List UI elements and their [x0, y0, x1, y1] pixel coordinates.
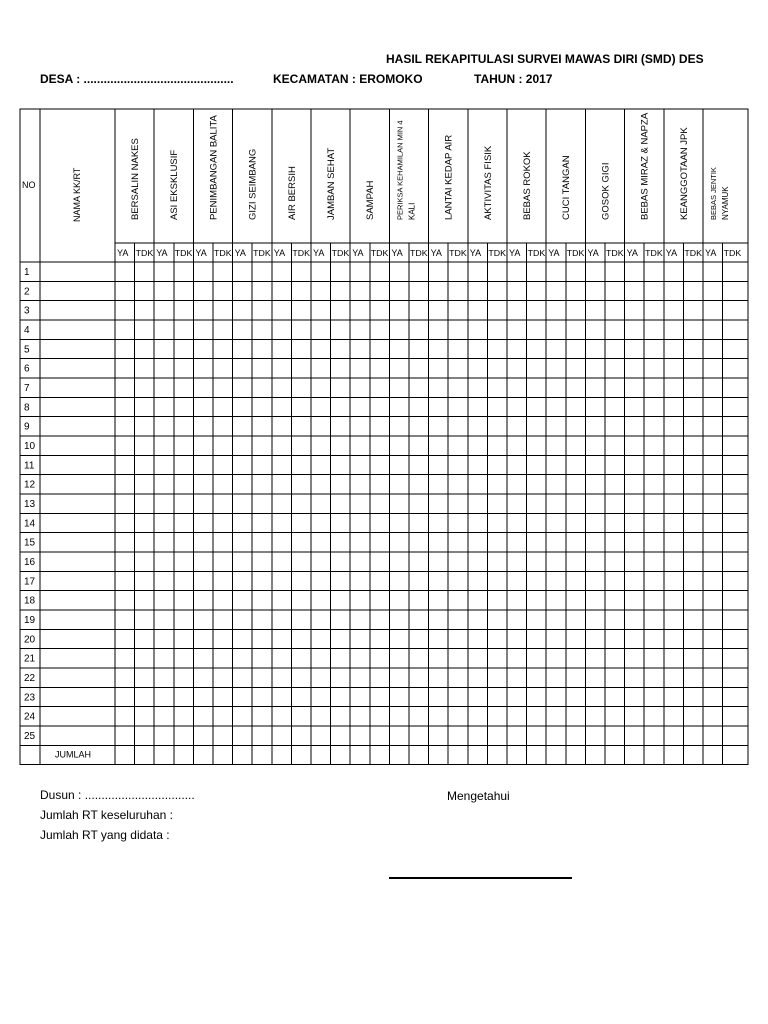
ya-subheader: YA [548, 248, 560, 258]
indicator-header-label: SAMPAH [365, 180, 377, 220]
row-number: 23 [24, 692, 36, 704]
row-number: 10 [24, 440, 36, 452]
jumlah-rt-didata-field: Jumlah RT yang didata : [40, 828, 170, 842]
ya-subheader: YA [352, 248, 364, 258]
row-number: 5 [24, 344, 30, 356]
indicator-header-label: NYAMUK [721, 186, 730, 220]
row-number: 3 [24, 305, 30, 317]
indicator-header-label: BEBAS ROKOK [522, 151, 533, 220]
dusun-field: Dusun : ................................. [40, 788, 195, 802]
ya-subheader: YA [665, 248, 678, 258]
indicator-header-label: LANTAI KEDAP AIR [443, 134, 455, 220]
tdk-subheader: TDK [410, 248, 428, 258]
ya-subheader: YA [273, 248, 286, 258]
tdk-subheader: TDK [684, 248, 703, 258]
indicator-header-label: PENIMBANGAN BALITA [208, 115, 220, 220]
indicator-header-label: BERSALIN NAKES [130, 138, 141, 220]
indicator-header-label: CUCI TANGAN [561, 155, 573, 220]
tdk-subheader: TDK [723, 248, 742, 258]
row-number: 18 [24, 595, 36, 607]
row-number: 17 [24, 576, 36, 588]
ya-subheader: YA [705, 248, 717, 258]
tdk-subheader: TDK [645, 248, 664, 258]
row-number: 8 [24, 402, 30, 414]
ya-subheader: YA [469, 248, 482, 258]
indicator-header-label: BEBAS MIRAZ & NAPZA [639, 112, 651, 220]
row-number: 21 [24, 653, 36, 665]
indicator-header-label: JAMBAN SEHAT [326, 147, 337, 220]
row-number: 6 [24, 363, 30, 375]
tdk-subheader: TDK [488, 248, 507, 258]
row-number: 7 [24, 382, 30, 394]
row-number: 15 [24, 537, 36, 549]
document-title: HASIL REKAPITULASI SURVEI MAWAS DIRI (SMD) DES [386, 52, 704, 66]
row-number: 16 [24, 556, 36, 568]
ya-subheader: YA [587, 248, 599, 258]
tdk-subheader: TDK [174, 248, 193, 258]
indicator-header-label: AKTIVITAS FISIK [482, 145, 494, 220]
no-header: NO [22, 180, 36, 190]
tdk-subheader: TDK [135, 248, 154, 258]
row-number: 9 [24, 421, 30, 433]
total-label: JUMLAH [55, 749, 92, 760]
tdk-subheader: TDK [449, 248, 468, 258]
indicator-header-label: KEANGGOTAAN JPK [678, 127, 690, 220]
tdk-subheader: TDK [606, 248, 624, 258]
tdk-subheader: TDK [527, 248, 546, 258]
row-number: 24 [24, 711, 36, 723]
desa-field: DESA : ............................................. [40, 72, 234, 86]
row-number: 19 [24, 614, 36, 626]
row-number: 14 [24, 518, 36, 530]
indicator-header-label: GOSOK GIGI [600, 162, 612, 220]
ya-subheader: YA [156, 248, 168, 258]
ya-subheader: YA [234, 248, 246, 258]
ya-subheader: YA [626, 248, 638, 258]
indicator-header-label: KALI [407, 202, 417, 220]
indicator-header-label: BEBAS JENTIK [709, 167, 718, 220]
row-number: 11 [24, 460, 35, 472]
ya-subheader: YA [430, 248, 442, 258]
row-number: 25 [24, 730, 36, 742]
tdk-subheader: TDK [331, 248, 350, 258]
row-number: 12 [24, 479, 36, 491]
tdk-subheader: TDK [370, 248, 389, 258]
tahun-field: TAHUN : 2017 [474, 72, 553, 86]
row-number: 1 [24, 267, 30, 278]
tdk-subheader: TDK [214, 248, 232, 258]
tdk-subheader: TDK [253, 248, 272, 258]
jumlah-rt-field: Jumlah RT keseluruhan : [40, 808, 173, 822]
signature-line [389, 877, 572, 879]
indicator-header-label: GIZI SEIMBANG [247, 148, 259, 220]
indicator-header-label: AIR BERSIH [286, 166, 298, 220]
ya-subheader: YA [313, 248, 325, 258]
ya-subheader: YA [117, 248, 129, 258]
row-number: 2 [24, 286, 30, 298]
ya-subheader: YA [391, 248, 403, 258]
tdk-subheader: TDK [292, 248, 311, 258]
row-number: 22 [24, 672, 36, 684]
name-header: NAMA KK/RT [72, 167, 82, 222]
ya-subheader: YA [195, 248, 207, 258]
tdk-subheader: TDK [566, 248, 585, 258]
row-number: 20 [24, 634, 36, 646]
indicator-header-label: PERIKSA KEHAMILAN MIN 4 [395, 120, 405, 220]
row-number: 13 [24, 498, 36, 510]
mengetahui-label: Mengetahui [447, 789, 510, 803]
row-number: 4 [24, 324, 30, 336]
ya-subheader: YA [509, 248, 521, 258]
indicator-header-label: ASI EKSKLUSIF [169, 149, 181, 220]
kecamatan-field: KECAMATAN : EROMOKO [273, 72, 423, 86]
